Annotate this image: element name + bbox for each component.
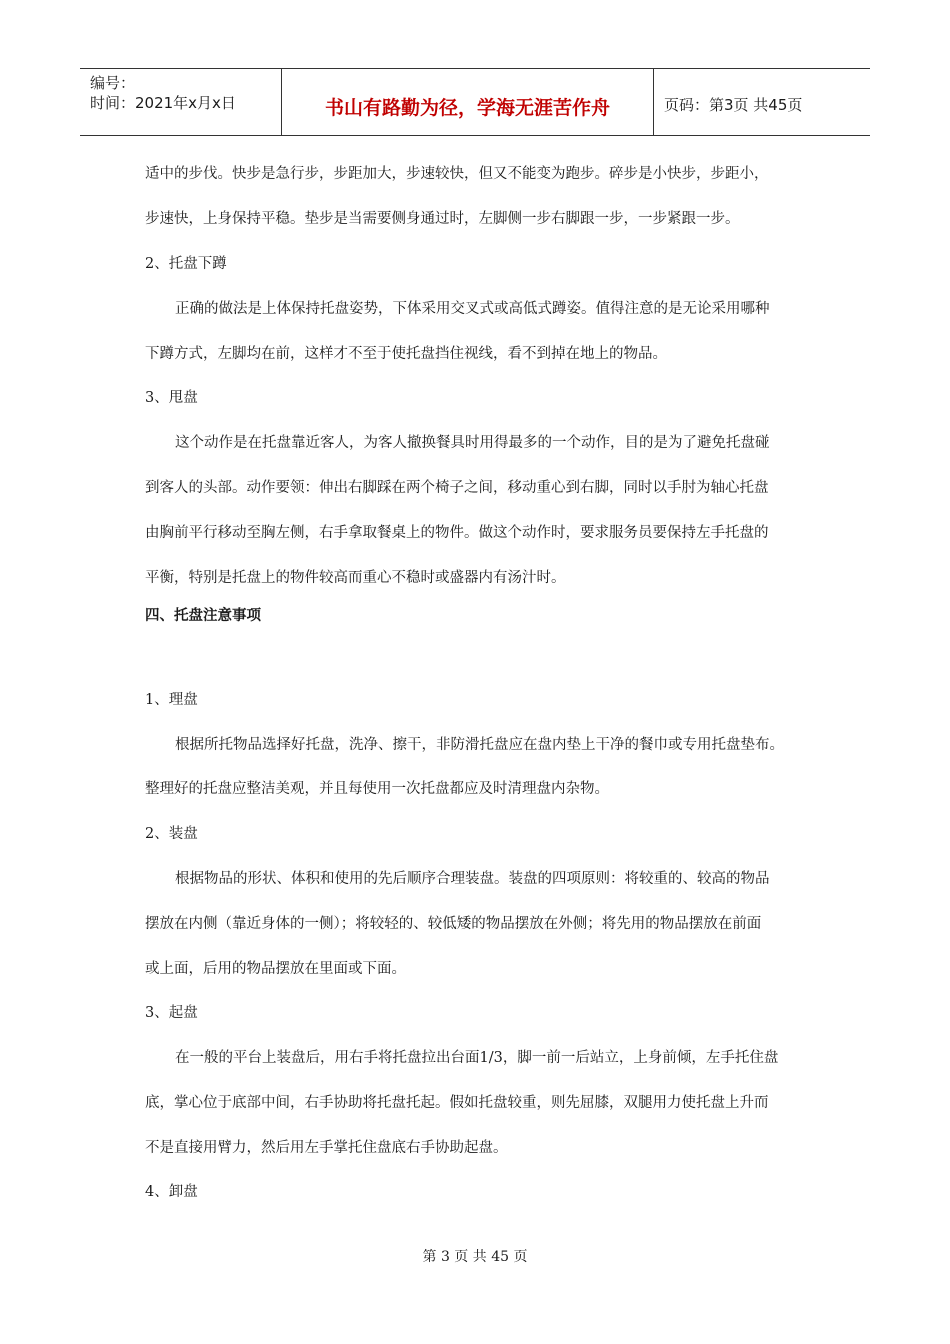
section-heading: 3、甩盘 — [145, 390, 198, 406]
paragraph-line: 根据所托物品选择好托盘，洗净、擦干，非防滑托盘应在盘内垫上干净的餐巾或专用托盘垫布。 — [175, 737, 784, 753]
paragraph-line: 或上面，后用的物品摆放在里面或下面。 — [145, 961, 406, 977]
paragraph-line: 整理好的托盘应整洁美观，并且每使用一次托盘都应及时清理盘内杂物。 — [145, 781, 609, 797]
paragraph-line: 正确的做法是上体保持托盘姿势，下体采用交叉式或高低式蹲姿。值得注意的是无论采用哪种 — [175, 301, 770, 317]
header-meta — [80, 69, 282, 135]
paragraph-line: 适中的步伐。快步是急行步，步距加大，步速较快，但又不能变为跑步。碎步是小快步，步距小， — [145, 166, 769, 182]
paragraph-line: 平衡，特别是托盘上的物件较高而重心不稳时或盛器内有汤汁时。 — [145, 570, 566, 586]
paragraph-line: 底，掌心位于底部中间，右手协助将托盘托起。假如托盘较重，则先屈膝，双腿用力使托盘上升而 — [145, 1095, 769, 1111]
section-heading: 3、起盘 — [145, 1005, 198, 1021]
paragraph-line: 在一般的平台上装盘后，用右手将托盘拉出台面1/3，脚一前一后站立，上身前倾，左手托住盘 — [175, 1050, 779, 1066]
paragraph-line: 不是直接用臂力，然后用左手掌托住盘底右手协助起盘。 — [145, 1140, 508, 1156]
paragraph-line: 摆放在内侧（靠近身体的一侧）；将较轻的、较低矮的物品摆放在外侧；将先用的物品摆放在前面 — [145, 916, 762, 932]
chapter-heading: 四、托盘注意事项 — [145, 608, 261, 624]
number-label: 编号： — [90, 74, 136, 92]
paragraph-line: 根据物品的形状、体积和使用的先后顺序合理装盘。装盘的四项原则：将较重的、较高的物品 — [175, 871, 770, 887]
paragraph-line: 由胸前平行移动至胸左侧，右手拿取餐桌上的物件。做这个动作时，要求服务员要保持左手托盘的 — [145, 525, 769, 541]
section-heading: 2、装盘 — [145, 826, 198, 842]
time-label: 时间：2021年x月x日 — [90, 94, 236, 112]
document-header — [80, 68, 870, 136]
page-footer: 第 3 页 共 45 页 — [422, 1249, 528, 1265]
paragraph-line: 步速快，上身保持平稳。垫步是当需要侧身通过时，左脚侧一步右脚跟一步，一步紧跟一步。 — [145, 211, 740, 227]
paragraph-line: 下蹲方式，左脚均在前，这样才不至于使托盘挡住视线，看不到掉在地上的物品。 — [145, 346, 667, 362]
section-heading: 2、托盘下蹲 — [145, 256, 227, 272]
paragraph-line: 到客人的头部。动作要领：伸出右脚踩在两个椅子之间，移动重心到右脚，同时以手肘为轴心托盘 — [145, 480, 769, 496]
section-heading: 1、理盘 — [145, 692, 198, 708]
paragraph-line: 这个动作是在托盘靠近客人，为客人撤换餐具时用得最多的一个动作，目的是为了避免托盘碰 — [175, 435, 770, 451]
header-page-info: 页码：第3页 共45页 — [664, 95, 803, 114]
section-heading: 4、卸盘 — [145, 1184, 198, 1200]
header-motto: 书山有路勤为径，学海无涯苦作舟 — [282, 69, 654, 135]
